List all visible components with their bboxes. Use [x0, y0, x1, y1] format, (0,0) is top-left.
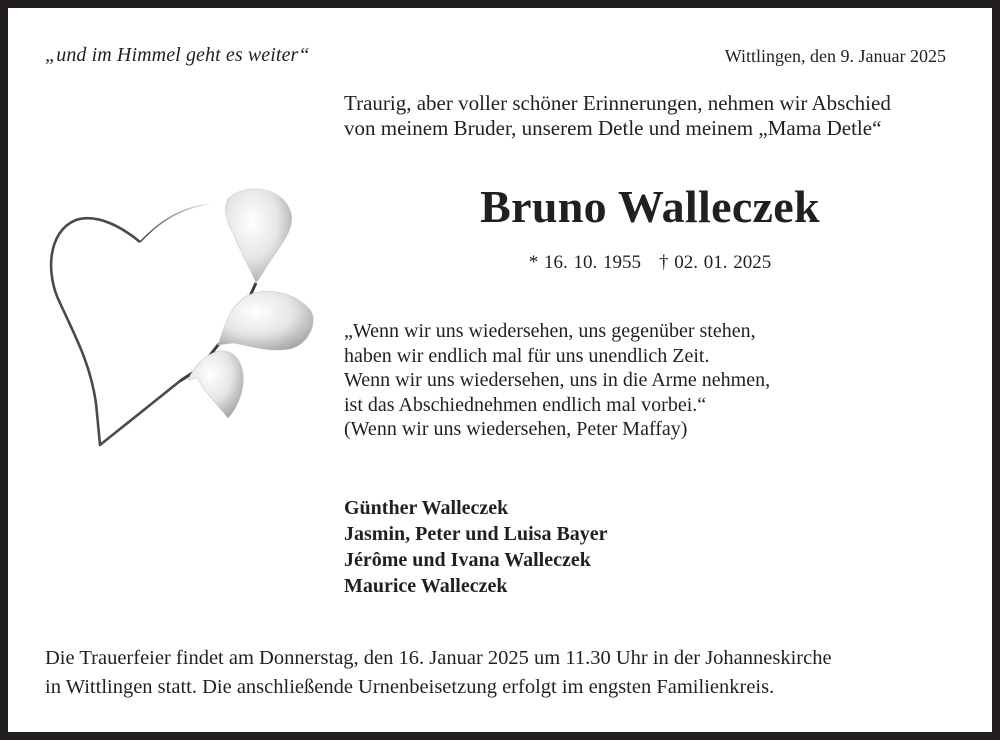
intro-line: Traurig, aber voller schöner Erinnerungen, nehmen wir Abschied — [344, 91, 891, 115]
motto: „und im Himmel geht es weiter“ — [45, 44, 310, 66]
mourner-name: Günther Walleczek — [344, 497, 509, 519]
deceased-name: Bruno Walleczek — [480, 181, 820, 232]
mourners-list — [344, 495, 608, 599]
quote — [344, 319, 770, 442]
place-date: Wittlingen, den 9. Januar 2025 — [724, 46, 946, 66]
life-dates — [308, 252, 992, 274]
quote-line: Wenn wir uns wiedersehen, uns in die Arme nehmen, — [344, 369, 771, 391]
mourner-name: Maurice Walleczek — [344, 575, 508, 597]
mourner-name: Jérôme und Ivana Walleczek — [344, 549, 591, 571]
funeral-service-info — [45, 644, 832, 702]
quote-line: ist das Abschiednehmen endlich mal vorbei.“ — [344, 393, 707, 416]
intro-text — [344, 91, 891, 141]
quote-source: (Wenn wir uns wiedersehen, Peter Maffay) — [344, 418, 688, 440]
quote-line: „Wenn wir uns wiedersehen, uns gegenüber stehen, — [344, 320, 756, 342]
death-date: † 02. 01. 2025 — [659, 252, 772, 273]
quote-line: haben wir endlich mal für uns unendlich Zeit. — [344, 344, 710, 367]
obituary-notice — [8, 8, 992, 732]
heart-with-calla-lilies-icon — [28, 173, 328, 463]
service-line: Die Trauerfeier findet am Donnerstag, den 16. Januar 2025 um 11.30 Uhr in der Johanneskirche — [45, 647, 832, 669]
birth-date: * 16. 10. 1955 — [528, 252, 641, 273]
intro-line: von meinem Bruder, unserem Detle und meinem „Mama Detle“ — [344, 116, 882, 140]
service-line: in Wittlingen statt. Die anschließende Urnenbeisetzung erfolgt im engsten Familienkreis. — [45, 676, 775, 698]
mourner-name: Jasmin, Peter und Luisa Bayer — [344, 523, 608, 545]
